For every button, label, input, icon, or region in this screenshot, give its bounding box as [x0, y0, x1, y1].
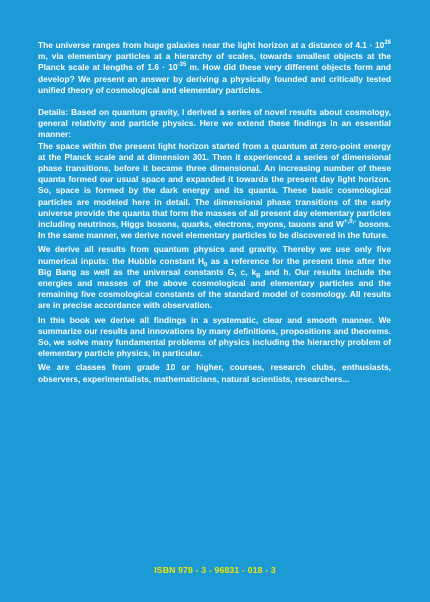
intro-text-3: m. How did these very different objects form and develop? We present an answer by deriving a physically founded and critically tested unified theory of cosmological and elementary particles. [38, 62, 391, 95]
space-paragraph [38, 141, 391, 242]
hubble-subscript: 0 [204, 262, 208, 269]
blurb-column [38, 40, 391, 385]
intro-text-1: The universe ranges from huge galaxies near the light horizon at a distance of 4.1 · 10 [38, 40, 385, 50]
details-paragraph: Details: Based on quantum gravity, I derived a series of novel results about cosmology, general relativity and particle physics. Here we extend these findings in an essential manner: [38, 107, 391, 140]
boltzmann-subscript: B [256, 273, 261, 280]
spacer [38, 96, 391, 107]
intro-text-2: m, via elementary particles at a hierarchy of scales, towards smallest objects at the Planck scale at lengths of 1.6 · 10 [38, 51, 391, 73]
w-boson-charges: +,0,- [344, 219, 357, 226]
space-text-1: The space within the present light horizon started from a quantum at zero-point energy at the Planck scale and at dimension 301. Then it experienced a series of dimensional phase transitions, before it became three dimensional. An increasing number of these quanta formed our usual space and expanded it towards the present day light horizon. So, space is formed by the dark energy and its quanta. These basic cosmological particles are modeled here in detail. The dimensional phase transitions of the early universe provide the quanta that form the masses of all present day elementary particles including neutrinos, Higgs bosons, quarks, electrons, myons, tauons and W [38, 140, 391, 230]
exponent-minus-35: -35 [177, 62, 187, 69]
derive-text-2: as a reference for the present time after the Big Bang as well as the universal constants G, c, k [38, 255, 392, 277]
derive-text-1: We derive all results from quantum physics and gravity. Thereby we use only five numerical inputs: the Hubble constant H [38, 244, 391, 266]
book-paragraph: In this book we derive all findings in a systematic, clear and smooth manner. We summarize our results and innovations by many definitions, propositions and theorems. So, we solve many fundamental problems of physics including the hierarchy problem of elementary particle physics, in particular. [38, 314, 391, 359]
derive-text-3: and h. Our results include the energies and masses of the above cosmological and elementary particles and the remaining five cosmological constants of the standard model of cosmology. All results are in precise accordance with observation. [38, 266, 391, 311]
audience-paragraph: We are classes from grade 10 or higher, courses, research clubs, enthusiasts, observers, experimentalists, mathematicians, natural scientists, researchers... [38, 362, 391, 384]
exponent-26: 26 [384, 40, 391, 47]
intro-paragraph [38, 40, 391, 96]
space-text-2: bosons. In the same manner, we derive novel elementary particles to be discovered in the future. [38, 219, 391, 241]
derive-paragraph [38, 244, 391, 311]
isbn-label: ISBN 978 - 3 - 96831 - 018 - 3 [154, 565, 276, 575]
